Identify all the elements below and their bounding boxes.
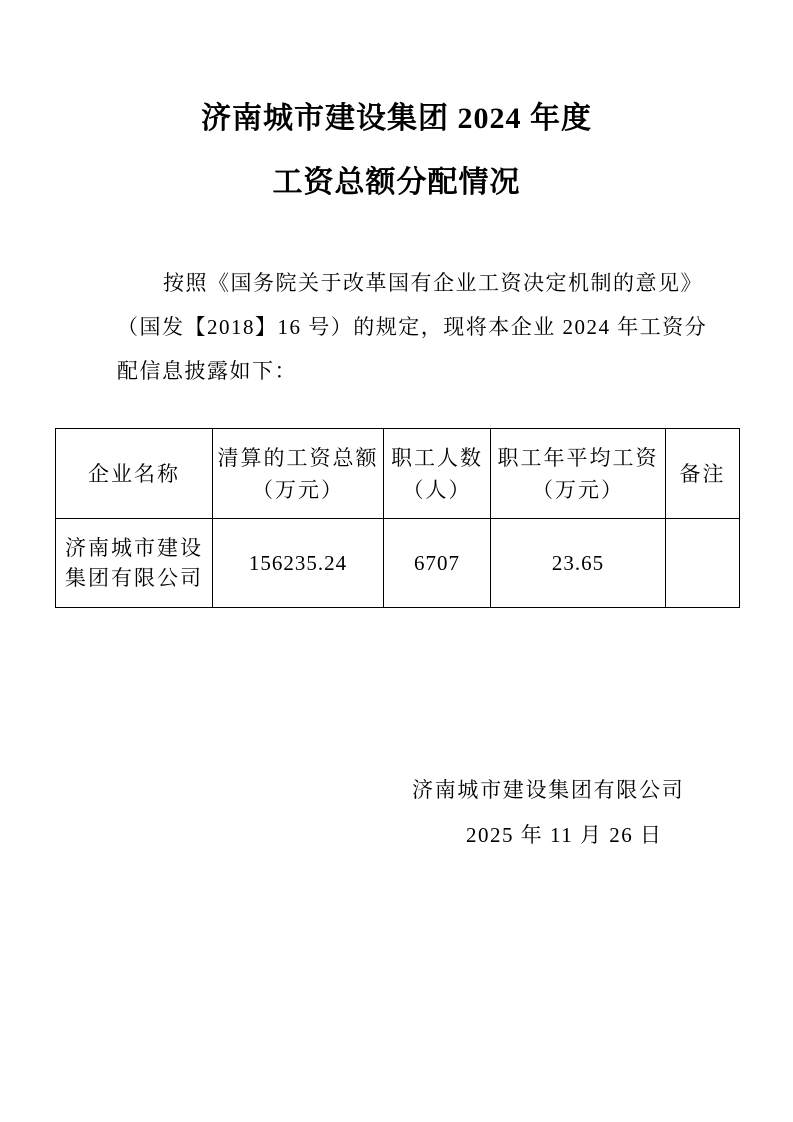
header-avg-wage-label: 职工年平均工资 xyxy=(497,445,659,470)
cell-settled-total-wage: 156235.24 xyxy=(213,519,384,608)
paragraph-line-3: 配信息披露如下： xyxy=(117,359,297,383)
cell-company-name xyxy=(56,519,213,608)
header-total-wage-label: 清算的工资总额 xyxy=(217,445,379,470)
company-name-line2: 集团有限公司 xyxy=(65,566,203,590)
body-paragraph xyxy=(117,261,708,393)
header-cell-total-wage xyxy=(213,429,384,519)
header-cell-remark xyxy=(666,429,740,519)
table-header-row xyxy=(56,429,740,519)
cell-remark xyxy=(666,519,740,608)
header-total-wage-unit: （万元） xyxy=(252,477,344,502)
cell-employee-count: 6707 xyxy=(384,519,491,608)
header-cell-employee-count xyxy=(384,429,491,519)
header-employee-count-unit: （人） xyxy=(402,477,472,502)
signature-date: 2025 年 11 月 26 日 xyxy=(466,823,663,847)
header-cell-company xyxy=(56,429,213,519)
header-avg-wage-unit: （万元） xyxy=(532,477,624,502)
header-company-label: 企业名称 xyxy=(88,461,180,486)
signature-company: 济南城市建设集团有限公司 xyxy=(412,778,685,802)
header-remark-label: 备注 xyxy=(679,461,726,486)
cell-avg-annual-wage: 23.65 xyxy=(491,519,666,608)
document-title-line2: 工资总额分配情况 xyxy=(272,166,521,199)
paragraph-line-1: 按照《国务院关于改革国有企业工资决定机制的意见》 xyxy=(163,271,703,295)
header-employee-count-label: 职工人数 xyxy=(391,445,483,470)
wage-distribution-table xyxy=(55,428,740,608)
header-cell-avg-wage xyxy=(491,429,666,519)
company-name-line1: 济南城市建设 xyxy=(65,536,203,560)
paragraph-line-2: （国发【2018】16 号）的规定，现将本企业 2024 年工资分 xyxy=(117,315,708,339)
document-title-line1: 济南城市建设集团 2024 年度 xyxy=(201,102,592,135)
table-data-row xyxy=(56,519,740,608)
